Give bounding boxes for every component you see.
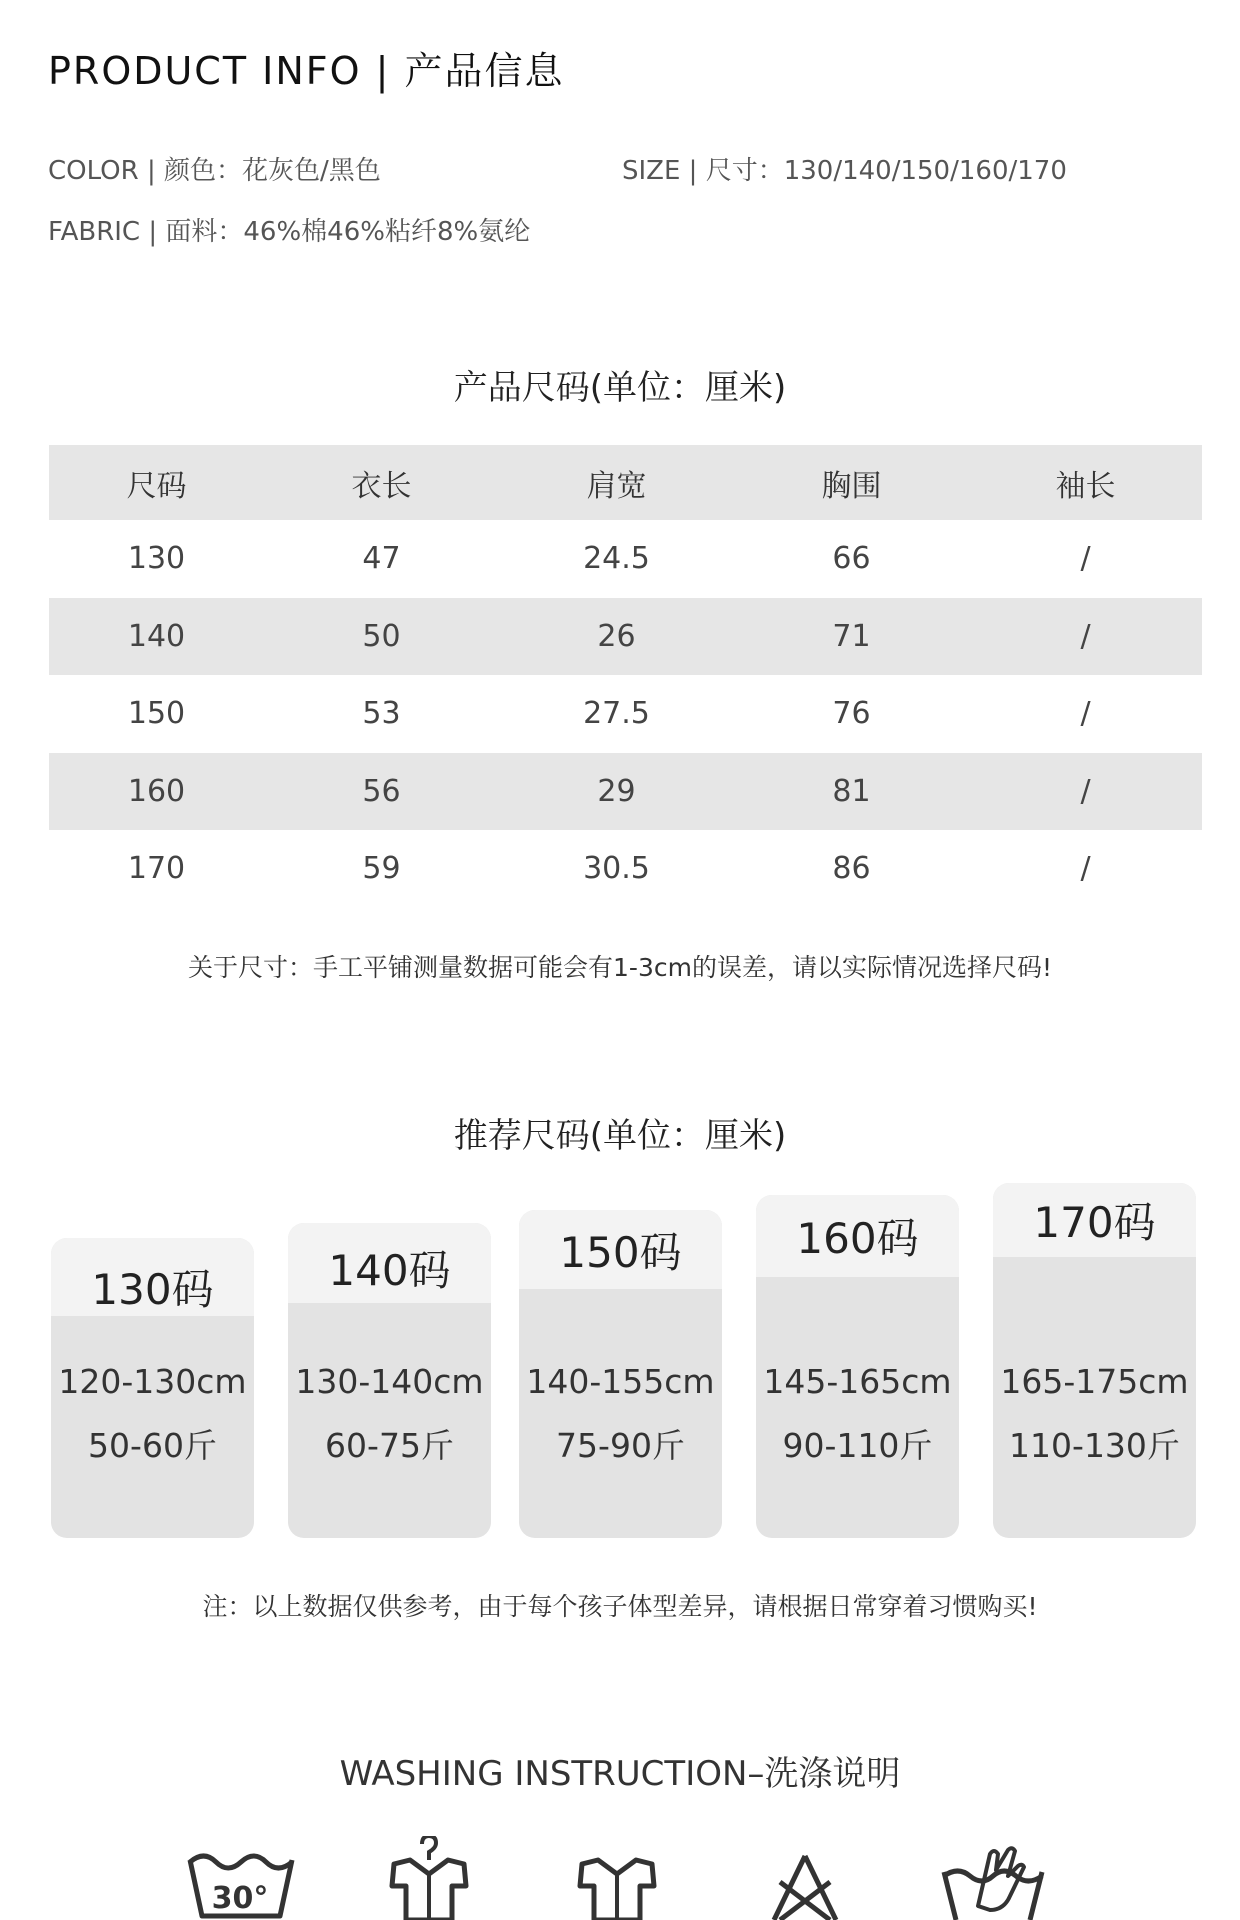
column-header: 肩宽 [586,468,647,504]
height-range: 165-175cm [1000,1362,1189,1401]
size-card-160 [756,1195,959,1538]
table-cell: 130 [127,541,186,577]
table-row [49,753,1202,831]
size-chart-title: 产品尺码(单位：厘米) [453,368,787,408]
wash-temp-label: 30° [211,1881,269,1916]
table-header-row [49,445,1202,520]
table-cell: 47 [362,541,401,577]
no-bleach-icon [750,1836,860,1920]
table-cell: / [1080,773,1091,809]
column-header: 尺码 [126,468,187,504]
column-header: 衣长 [351,468,412,504]
size-card-body [288,1350,491,1478]
weight-range: 110-130斤 [1009,1426,1180,1465]
size-info [622,150,1067,187]
size-note: 关于尺寸：手工平铺测量数据可能会有1-3cm的误差，请以实际情况选择尺码! [188,953,1052,982]
size-card-heading: 150码 [519,1210,722,1289]
wash-30-icon [186,1836,296,1920]
table-row [49,598,1202,676]
size-card-body [519,1350,722,1478]
table-row [49,675,1202,753]
size-card-140 [288,1223,491,1538]
fabric-info [48,211,530,248]
table-cell: 86 [832,851,871,887]
color-value: 花灰色/黑色 [242,156,381,186]
recommend-title: 推荐尺码(单位：厘米) [453,1116,787,1156]
fabric-label: FABRIC | 面料： [48,217,244,247]
size-card-150 [519,1210,722,1538]
weight-range: 75-90斤 [556,1426,685,1465]
table-cell: 140 [127,618,186,654]
table-cell: 71 [832,618,871,654]
page-title: PRODUCT INFO | 产品信息 [48,49,565,93]
size-card-heading: 160码 [756,1195,959,1277]
table-cell: 56 [362,773,401,809]
table-cell: 170 [127,851,186,887]
table-cell: 66 [832,541,871,577]
table-cell: 27.5 [583,696,650,732]
weight-range: 50-60斤 [88,1426,217,1465]
table-cell: 160 [127,773,186,809]
flat-dry-icon [562,1836,672,1920]
size-card-170 [993,1183,1196,1538]
table-cell: / [1080,696,1091,732]
table-row [49,520,1202,598]
table-cell: 30.5 [583,851,650,887]
size-table [49,445,1202,908]
size-card-heading: 130码 [51,1238,254,1316]
table-cell: 24.5 [583,541,650,577]
height-range: 120-130cm [58,1362,247,1401]
size-card-body [993,1350,1196,1478]
table-cell: / [1080,851,1091,887]
table-row [49,830,1202,908]
size-card-heading: 170码 [993,1183,1196,1257]
size-value: 130/140/150/160/170 [783,156,1067,186]
table-cell: / [1080,618,1091,654]
table-cell: 150 [127,696,186,732]
column-header: 胸围 [821,468,882,504]
column-header: 袖长 [1055,468,1116,504]
hand-wash-icon [938,1836,1048,1920]
color-info [48,150,381,187]
table-cell: / [1080,541,1091,577]
height-range: 140-155cm [526,1362,715,1401]
weight-range: 90-110斤 [782,1426,933,1465]
table-cell: 81 [832,773,871,809]
recommend-note: 注：以上数据仅供参考，由于每个孩子体型差异，请根据日常穿着习惯购买! [202,1592,1038,1621]
size-card-body [756,1350,959,1478]
height-range: 145-165cm [763,1362,952,1401]
hang-dry-icon [374,1836,484,1920]
table-cell: 76 [832,696,871,732]
table-cell: 50 [362,618,401,654]
size-card-heading: 140码 [288,1223,491,1303]
washing-title: WASHING INSTRUCTION–洗涤说明 [339,1754,901,1794]
table-cell: 53 [362,696,401,732]
table-cell: 29 [597,773,636,809]
weight-range: 60-75斤 [325,1426,454,1465]
size-card-130 [51,1238,254,1538]
table-cell: 59 [362,851,401,887]
size-card-body [51,1350,254,1478]
table-cell: 26 [597,618,636,654]
color-label: COLOR | 颜色： [48,156,242,186]
height-range: 130-140cm [295,1362,484,1401]
size-label: SIZE | 尺寸： [622,156,784,186]
fabric-value: 46%棉46%粘纤8%氨纶 [243,217,531,247]
